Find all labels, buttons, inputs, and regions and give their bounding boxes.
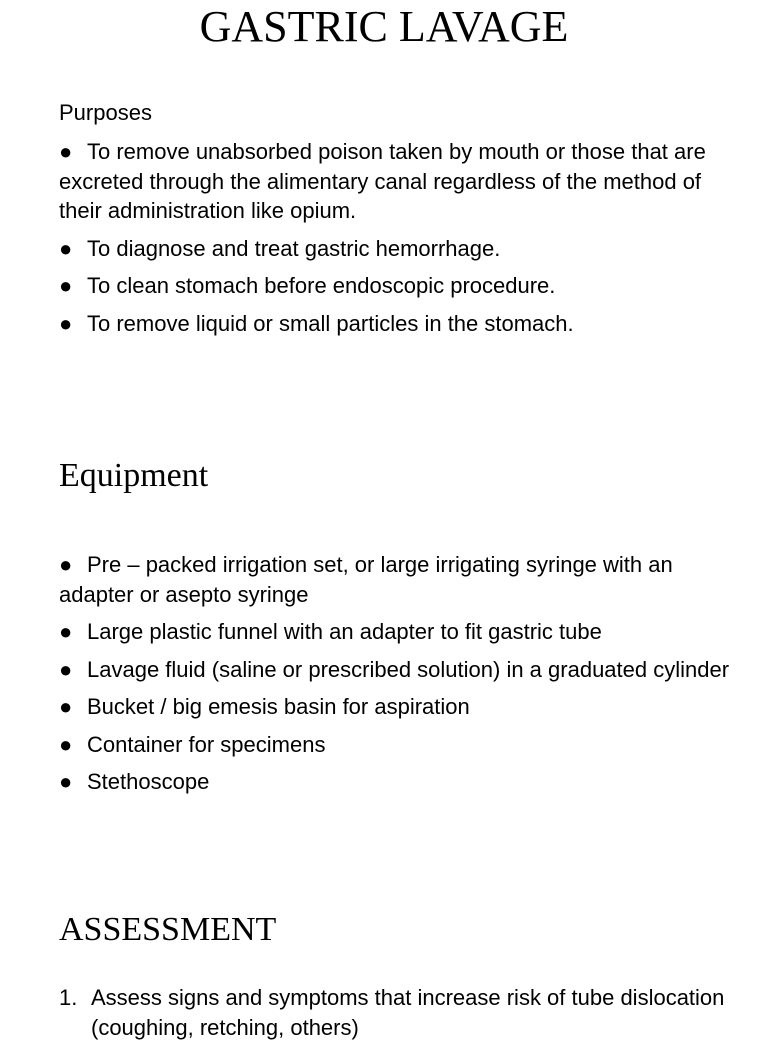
bullet-icon: ●	[59, 656, 73, 682]
equipment-text: Container for specimens	[87, 731, 326, 757]
purposes-list	[59, 137, 739, 346]
item-number: 1.	[59, 985, 78, 1010]
bullet-icon: ●	[59, 552, 73, 577]
equipment-text: Large plastic funnel with an adapter to fit gastric tube	[87, 619, 602, 644]
list-item	[59, 730, 739, 760]
bullet-icon: ●	[59, 619, 73, 644]
list-item	[59, 983, 739, 1042]
assessment-text: Assess signs and symptoms that increase risk of tube dislocation (coughing, retching, others)	[91, 985, 725, 1040]
equipment-text: Pre – packed irrigation set, or large irrigating syringe with an adapter or asepto syringe	[59, 552, 673, 607]
list-item	[59, 271, 739, 301]
list-item	[59, 692, 739, 722]
list-item	[59, 234, 739, 264]
purpose-text: To diagnose and treat gastric hemorrhage.	[87, 235, 501, 261]
purpose-text: To clean stomach before endoscopic procedure.	[87, 273, 556, 298]
list-item	[59, 137, 739, 226]
bullet-icon: ●	[59, 310, 73, 336]
equipment-list	[59, 550, 739, 805]
page-title: GASTRIC LAVAGE	[199, 2, 569, 51]
equipment-text: Bucket / big emesis basin for aspiration	[87, 694, 470, 719]
equipment-text: Lavage fluid (saline or prescribed solution) in a graduated cylinder	[87, 656, 730, 682]
bullet-icon: ●	[59, 139, 73, 164]
list-item	[59, 550, 739, 609]
purpose-text: To remove liquid or small particles in the stomach.	[87, 310, 574, 336]
equipment-text: Stethoscope	[87, 769, 210, 794]
list-item	[59, 617, 739, 647]
purposes-label: Purposes	[59, 100, 152, 125]
bullet-icon: ●	[59, 694, 73, 719]
bullet-icon: ●	[59, 769, 73, 794]
list-item	[59, 309, 739, 339]
list-item	[59, 655, 739, 685]
equipment-heading: Equipment	[59, 457, 209, 494]
purpose-text: To remove unabsorbed poison taken by mouth or those that are excreted through the alimentary canal regardless of the method of their administration like opium.	[59, 139, 706, 223]
list-item	[59, 767, 739, 797]
assessment-list	[59, 983, 739, 1042]
bullet-icon: ●	[59, 273, 73, 298]
assessment-heading: ASSESSMENT	[59, 911, 277, 948]
bullet-icon: ●	[59, 731, 73, 757]
bullet-icon: ●	[59, 235, 73, 261]
